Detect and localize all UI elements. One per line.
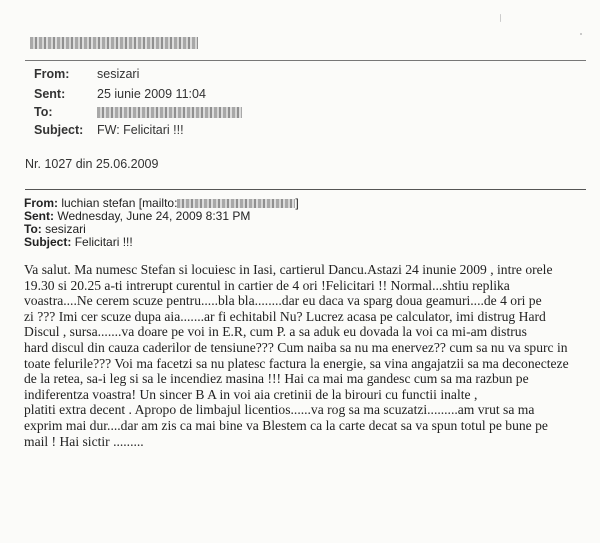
- outer-to-row: [34, 104, 242, 120]
- from-value: sesizari: [97, 67, 140, 81]
- scan-speck: [500, 14, 501, 22]
- message-line: voastra....Ne cerem scuze pentru.....bla bla........dar eu daca va sparg doua geamuri....de 4 ori pe: [24, 293, 542, 309]
- fw-subject-value: Felicitari !!!: [74, 235, 133, 249]
- outer-subject-row: [34, 122, 184, 138]
- forwarded-subject-row: [24, 236, 133, 249]
- redacted-sender-name: [30, 37, 198, 49]
- registration-number: Nr. 1027 din 25.06.2009: [25, 157, 159, 171]
- redacted-recipient: [97, 107, 242, 118]
- forward-divider: [25, 189, 586, 190]
- subject-value: FW: Felicitari !!!: [97, 123, 184, 137]
- message-body: [24, 262, 579, 449]
- message-line: hard discul din cauza caderilor de tensiune??? Cum naiba sa nu ma enervez?? cum sa nu va spurc in: [24, 339, 568, 355]
- fw-sent-label: Sent:: [24, 209, 54, 223]
- fw-sent-value: Wednesday, June 24, 2009 8:31 PM: [57, 209, 251, 223]
- redacted-email: [177, 199, 295, 208]
- header-divider: [25, 60, 586, 61]
- fw-from-value-prefix: luchian stefan [mailto:: [61, 196, 178, 210]
- fw-to-value: sesizari: [45, 222, 86, 236]
- message-line: exprim mai dur....dar am zis ca mai bine va Blestem ca la carte decat sa va spun totul pe bune pe: [24, 417, 548, 433]
- message-line: indiferentza voastra! Un sincer B A in voi aia cretinii de la birouri cu functii inalte ,: [24, 386, 478, 402]
- fw-from-label: From:: [24, 196, 58, 210]
- fw-from-value-suffix: ]: [295, 196, 299, 210]
- message-line: 19.30 si 20.25 a-ti intrerupt curentul in cartier de 4 ori !Felicitari !! Normal...shtiu replika: [24, 277, 510, 293]
- message-line: Discul , sursa.......va doare pe voi in E.R, cum P. a sa aduk eu dovada la voi ca mi-am distrus: [24, 324, 527, 340]
- fw-to-label: To:: [24, 222, 42, 236]
- sent-label: Sent:: [34, 87, 66, 101]
- message-line: platiti extra decent . Apropo de limbajul licentios......va rog sa ma scuzatzi.........am vrut sa ma: [24, 402, 535, 418]
- subject-label: Subject:: [34, 123, 84, 137]
- fw-subject-label: Subject:: [24, 235, 72, 249]
- outer-from-row: [34, 66, 139, 82]
- sent-value: 25 iunie 2009 11:04: [97, 87, 206, 101]
- message-line: toate felurile??? Voi ma facetzi sa nu platesc factura la energie, sa vina angajatzii sa ma deconecteze: [24, 355, 569, 371]
- scan-speck: [580, 33, 582, 35]
- message-line: mail ! Hai sictir .........: [24, 433, 144, 449]
- outer-sent-row: [34, 86, 206, 102]
- from-label: From:: [34, 67, 70, 81]
- message-line: Va salut. Ma numesc Stefan si locuiesc in Iasi, cartierul Dancu.Astazi 24 inunie 2009 , intre orele: [24, 262, 553, 277]
- to-label: To:: [34, 105, 53, 119]
- message-line: zi ??? Imi cer scuze dupa aia.......ar fi echitabil Nu? Lucrez acasa pe calculator, imi distrug Hard: [24, 308, 546, 324]
- message-line: de la retea, sa-i leg si sa le incendiez masina !!! Hai ca mai ma gandesc cum sa ma razbun pe: [24, 371, 529, 387]
